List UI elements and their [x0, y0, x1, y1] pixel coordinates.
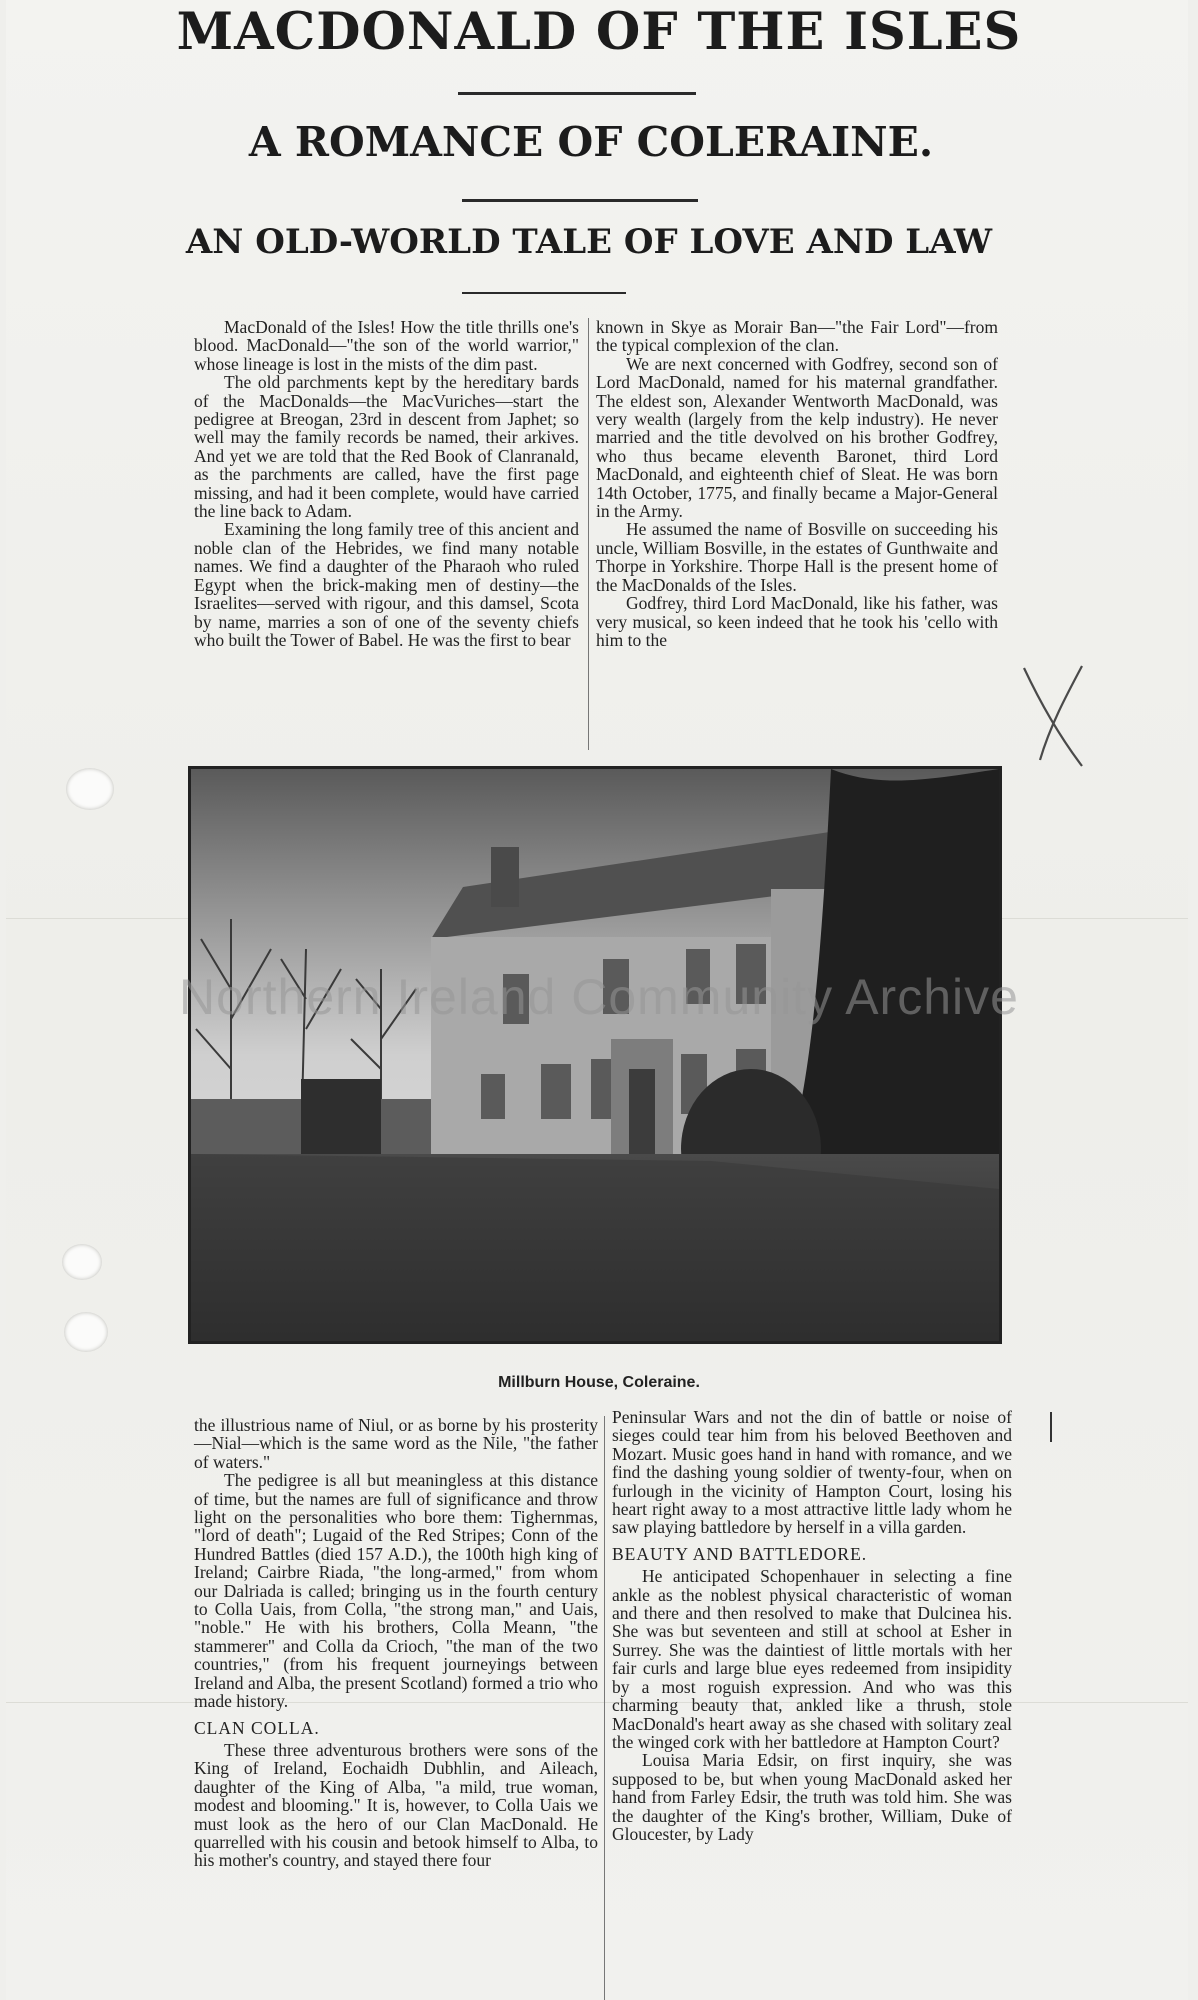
section-heading: BEAUTY AND BATTLEDORE.	[612, 1543, 868, 1564]
paragraph: The old parchments kept by the hereditary bards of the MacDonalds—the MacVuriches—start the pedigree at Breogan, 23rd in descent from Japhet; so well may the family records be named, their arkives. And yet we are told that the Red Book of Clanranald, as the parchments are called, have the first page missing, and had it been complete, would have carried the line back to Adam.	[194, 372, 579, 522]
handwritten-x-mark	[1020, 662, 1088, 772]
paragraph: Louisa Maria Edsir, on first inquiry, she was supposed to be, but when young MacDonald asked her hand from Farley Edsir, the truth was told him. She was the daughter of the King's brother, William, Duke of Gloucester, by Lady	[612, 1750, 1012, 1844]
paragraph: We are next concerned with Godfrey, second son of Lord MacDonald, named for his maternal grandfather. The eldest son, Alexander Wentworth MacDonald, was very wealth (largely from the kelp industry). He never married and the title devolved on his brother Godfrey, who thus became eleventh Baronet, third Lord MacDonald, and eighteenth chief of Sleat. He was born 14th October, 1775, and finally became a Major-General in the Army.	[596, 353, 998, 522]
section-heading: CLAN COLLA.	[194, 1717, 320, 1738]
photo-caption: Millburn House, Coleraine.	[498, 1374, 700, 1391]
column-rule	[604, 1416, 605, 2000]
upper-right-column	[596, 318, 998, 649]
lower-left-column	[194, 1416, 598, 1870]
paragraph: Godfrey, third Lord MacDonald, like his father, was very musical, so keen indeed that he took his 'cello with him to the	[596, 593, 998, 650]
paragraph: These three adventurous brothers were sons of the King of Ireland, Eochaidh Dubhlin, and Aileach, daughter of the King of Alba, "a mild, true woman, modest and blooming." It is, however, to Colla Uais we must look as the hero of our Clan MacDonald. He quarrelled with his cousin and betook himself to Alba, to his mother's country, and stayed there four	[194, 1739, 598, 1871]
divider	[462, 199, 698, 202]
tagline: AN OLD-WORLD TALE OF LOVE AND LAW	[185, 222, 993, 262]
lower-right-column	[612, 1408, 1012, 1843]
paragraph: Peninsular Wars and not the din of battle or noise of sieges could tear him from his beloved Beethoven and Mozart. Music goes hand in hand with romance, and we find the dashing young soldier of twenty-four, when on furlough in the vicinity of Hampton Court, losing his heart right away to a most attractive little lady whom he saw playing battledore by herself in a villa garden.	[612, 1407, 1012, 1538]
headline: MACDONALD OF THE ISLES	[176, 2, 1022, 62]
divider	[458, 92, 696, 95]
column-rule	[588, 318, 589, 750]
archive-watermark: Northern Ireland Community Archive	[179, 969, 1019, 1025]
divider	[462, 292, 626, 294]
punch-hole	[66, 768, 114, 810]
paragraph: MacDonald of the Isles! How the title thrills one's blood. MacDonald—"the son of the world warrior," whose lineage is lost in the mists of the dim past.	[194, 317, 579, 374]
subhead: A ROMANCE OF COLERAINE.	[248, 118, 934, 166]
paragraph: the illustrious name of Niul, or as borne by his prosterity—Nial—which is the same word as the Nile, "the father of waters."	[194, 1415, 598, 1472]
paragraph: Examining the long family tree of this ancient and noble clan of the Hebrides, we find many notable names. We find a daughter of the Pharaoh who ruled Egypt when the brick-making men of destiny—the Israelites—served with rigour, and this damsel, Scota by name, marries a son of one of the seventy chiefs who built the Tower of Babel. He was the first to bear	[194, 519, 579, 650]
paragraph: He anticipated Schopenhauer in selecting a fine ankle as the noblest physical characteristic of woman and there and then resolved to make that Dulcinea his. She was but seventeen and still at school at Esher in Surrey. She was the daintiest of little mortals with her fair curls and large blue eyes redeemed from insipidity by a most roguish expression. And who was this charming beauty that, ankled like a thrush, stole MacDonald's heart away as she chased with solitary zeal the winged cork with her battledore at Hampton Court?	[612, 1566, 1012, 1752]
paragraph: He assumed the name of Bosville on succeeding his uncle, William Bosville, in the estates of Gunthwaite and Thorpe in Yorkshire. Thorpe Hall is the present home of the MacDonalds of the Isles.	[596, 519, 998, 595]
paragraph: known in Skye as Morair Ban—"the Fair Lord"—from the typical complexion of the clan.	[596, 317, 998, 356]
punch-hole	[62, 1244, 102, 1280]
paragraph: The pedigree is all but meaningless at this distance of time, but the names are full of significance and throw light on the personalities who bore them: Tighernmas, "lord of death"; Lugaid of the Red Stripes; Conn of the Hundred Battles (died 157 A.D.), the 100th high king of Ireland; Cairbre Riada, "the long-armed," from whom our Dalriada is called; bringing us in the fourth century to Colla Uais, from Colla, "the strong man," and Uais, "noble." He with his brothers, Colla Meann, "the stammerer" and Colla da Crioch, "the man of the two countries," (from his frequent journeyings between Ireland and Alba, the present Scotland) formed a trio who made history.	[194, 1470, 598, 1712]
upper-left-column	[194, 318, 579, 649]
pen-tick-mark	[1050, 1412, 1052, 1442]
punch-hole	[64, 1312, 108, 1352]
millburn-house-photo	[188, 766, 1002, 1344]
